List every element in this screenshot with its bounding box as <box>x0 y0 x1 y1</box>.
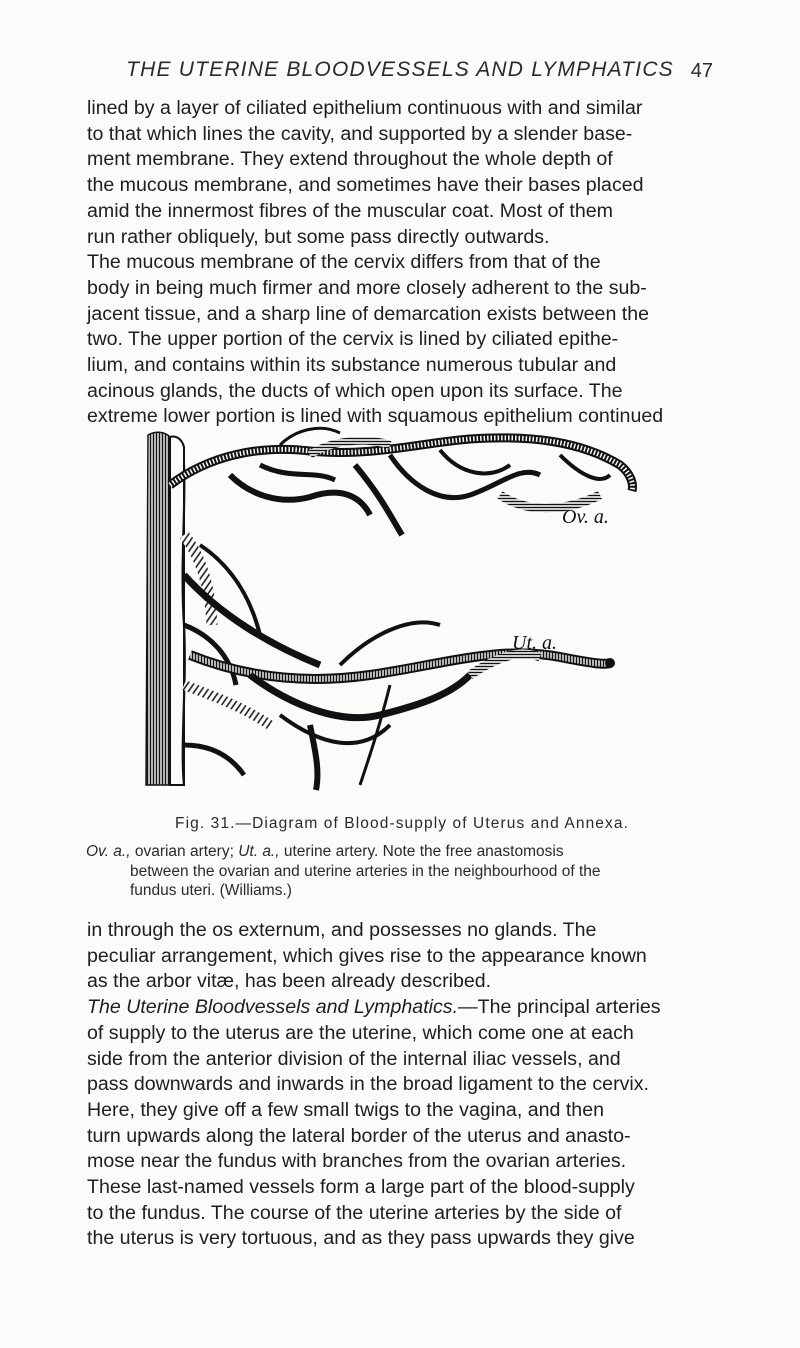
caption-line <box>86 842 715 862</box>
paragraph-2 <box>87 918 717 1252</box>
running-head: THE UTERINE BLOODVESSELS AND LYMPHATICS <box>126 58 674 81</box>
blood-supply-diagram <box>140 425 660 795</box>
caption-abbr-ut: Ut. a., <box>238 843 280 860</box>
figure-caption <box>86 842 715 901</box>
text-line: Here, they give off a few small twigs to the vagina, and then <box>87 1098 604 1121</box>
text-line: These last-named vessels form a large part of the blood-supply <box>87 1176 635 1199</box>
text-line: turn upwards along the lateral border of the uterus and anasto- <box>87 1124 631 1147</box>
text-line: to the fundus. The course of the uterine arteries by the side of <box>87 1201 622 1224</box>
text-line: of supply to the uterus are the uterine, which come one at each <box>87 1021 634 1044</box>
text-line: mose near the fundus with branches from the ovarian arteries. <box>87 1150 627 1173</box>
text-line: peculiar arrangement, which gives rise to the appearance known <box>87 944 647 967</box>
text-line: ment membrane. They extend throughout the whole depth of <box>87 148 613 171</box>
caption-line: between the ovarian and uterine arteries in the neighbourhood of the <box>130 862 601 880</box>
text-line: acinous glands, the ducts of which open upon its surface. The <box>87 379 623 402</box>
page-header <box>0 58 800 88</box>
label-ovarian: Ov. a. <box>562 506 609 528</box>
section-heading-tail: —The principal arteries <box>458 996 661 1019</box>
text-line: jacent tissue, and a sharp line of demarcation exists between the <box>87 302 650 325</box>
text-line: The mucous membrane of the cervix differs from that of the <box>87 251 601 274</box>
page-number: 47 <box>690 60 713 82</box>
text-line: the uterus is very tortuous, and as they pass upwards they give <box>87 1227 635 1250</box>
caption-text-ut: uterine artery. Note the free anastomosis <box>279 843 564 860</box>
text-line: to that which lines the cavity, and supported by a slender base- <box>87 122 633 145</box>
text-line: the mucous membrane, and sometimes have their bases placed <box>87 174 644 197</box>
text-line: two. The upper portion of the cervix is lined by ciliated epithe- <box>87 328 619 351</box>
figure-caption-title: Fig. 31.—Diagram of Blood-supply of Uterus and Annexa. <box>175 815 629 832</box>
connecting-branches <box>184 535 320 775</box>
text-line: in through the os externum, and possesses no glands. The <box>87 919 597 941</box>
paragraph-1 <box>87 96 717 430</box>
text-line: as the arbor vitæ, has been already described. <box>87 970 492 993</box>
caption-line: fundus uteri. (Williams.) <box>130 882 292 899</box>
text-line: lium, and contains within its substance numerous tubular and <box>87 354 617 377</box>
caption-text-ov: ovarian artery; <box>130 843 239 860</box>
label-uterine: Ut. a. <box>512 632 557 654</box>
text-line: side from the anterior division of the internal iliac vessels, and <box>87 1047 621 1070</box>
caption-abbr-ov: Ov. a., <box>86 843 131 860</box>
text-line: extreme lower portion is lined with squamous epithelium continued <box>87 405 664 428</box>
text-line <box>87 995 717 1021</box>
text-line: amid the innermost fibres of the muscular coat. Most of them <box>87 199 613 222</box>
uterine-wall <box>146 432 185 785</box>
section-heading: The Uterine Bloodvessels and Lymphatics. <box>87 996 459 1019</box>
text-line: body in being much firmer and more closely adherent to the sub- <box>87 276 647 299</box>
text-line: run rather obliquely, but some pass directly outwards. <box>87 225 550 248</box>
text-line: lined by a layer of ciliated epithelium continuous with and similar <box>87 97 643 119</box>
diagram-illustration <box>140 425 660 795</box>
text-line: pass downwards and inwards in the broad ligament to the cervix. <box>87 1073 649 1096</box>
